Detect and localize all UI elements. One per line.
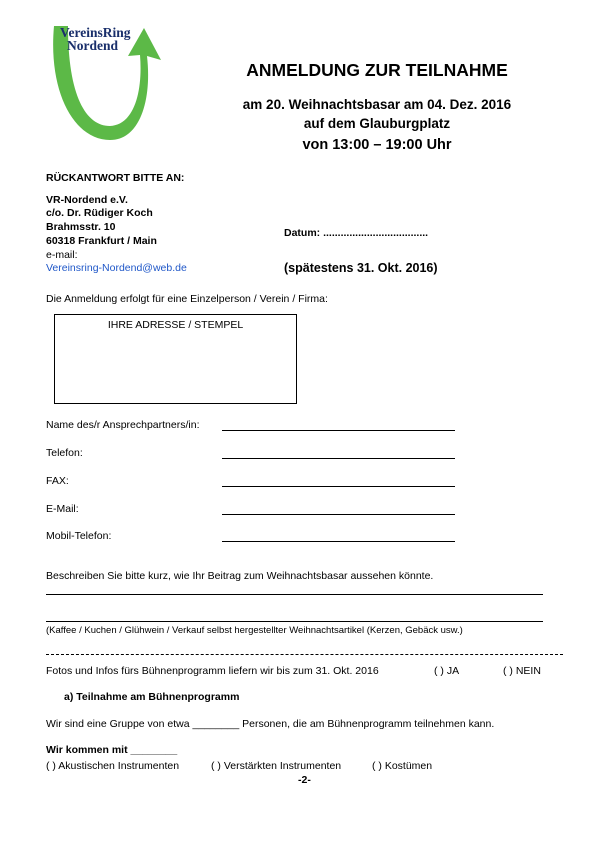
page-title: ANMELDUNG ZUR TEILNAHME <box>246 60 508 80</box>
contribution-field-2[interactable] <box>46 621 543 622</box>
address-stamp-box[interactable] <box>54 314 297 404</box>
registration-intro: Die Anmeldung erfolgt für eine Einzelperson / Verein / Firma: <box>46 293 328 305</box>
email-field[interactable] <box>222 514 455 515</box>
amplified-checkbox[interactable]: ( ) Verstärkten Instrumenten <box>211 760 342 772</box>
location-line: auf dem Glauburgplatz <box>303 116 451 131</box>
event-line: am 20. Weihnachtsbasar am 04. Dez. 2016 <box>242 97 512 112</box>
contribution-field-1[interactable] <box>46 594 543 595</box>
equipment-heading: Wir kommen mit ________ <box>46 744 178 756</box>
phone-field[interactable] <box>222 458 455 459</box>
logo-text-line1: VereinsRing <box>60 25 131 40</box>
time-line: von 13:00 – 19:00 Uhr <box>302 137 452 153</box>
reply-heading: RÜCKANTWORT BITTE AN: <box>46 172 185 184</box>
reply-email-label: e-mail: <box>46 249 78 261</box>
reply-city: 60318 Frankfurt / Main <box>46 235 157 247</box>
phone-label: Telefon: <box>46 447 83 459</box>
acoustic-checkbox[interactable]: ( ) Akustischen Instrumenten <box>46 760 180 772</box>
vereinsring-logo <box>44 22 164 154</box>
mobile-field[interactable] <box>222 541 455 542</box>
reply-street: Brahmsstr. 10 <box>46 221 116 233</box>
costumes-checkbox[interactable]: ( ) Kostümen <box>372 760 433 772</box>
photos-deadline-text: Fotos und Infos fürs Bühnenprogramm liefern wir bis zum 31. Okt. 2016 <box>46 665 379 677</box>
stage-section-heading: a) Teilnahme am Bühnenprogramm <box>64 691 240 703</box>
reply-email-link[interactable]: Vereinsring-Nordend@web.de <box>46 262 187 274</box>
fax-field[interactable] <box>222 486 455 487</box>
cut-line-divider <box>46 654 563 655</box>
reply-org: VR-Nordend e.V. <box>46 194 128 206</box>
mobile-label: Mobil-Telefon: <box>46 530 112 542</box>
group-size-text: Wir sind eine Gruppe von etwa ________ Personen, die am Bühnenprogramm teilnehmen kann. <box>46 718 495 730</box>
photos-yes-checkbox[interactable]: ( ) JA <box>434 665 460 677</box>
date-label: Datum: .................................... <box>284 227 429 239</box>
contribution-examples: (Kaffee / Kuchen / Glühwein / Verkauf selbst hergestellter Weihnachtsartikel (Kerzen, Gebäck usw.) <box>46 625 463 636</box>
deadline-note: (spätestens 31. Okt. 2016) <box>284 261 438 275</box>
page-number: -2- <box>298 774 311 786</box>
email-label: E-Mail: <box>46 503 79 515</box>
stamp-box-label: IHRE ADRESSE / STEMPEL <box>107 319 244 331</box>
logo-text-line2: Nordend <box>67 38 119 53</box>
photos-no-checkbox[interactable]: ( ) NEIN <box>503 665 541 677</box>
contact-name-field[interactable] <box>222 430 455 431</box>
reply-co: c/o. Dr. Rüdiger Koch <box>46 207 153 219</box>
fax-label: FAX: <box>46 475 69 487</box>
contact-name-label: Name des/r Ansprechpartners/in: <box>46 419 200 431</box>
contribution-prompt: Beschreiben Sie bitte kurz, wie Ihr Beitrag zum Weihnachtsbasar aussehen könnte. <box>46 570 434 582</box>
